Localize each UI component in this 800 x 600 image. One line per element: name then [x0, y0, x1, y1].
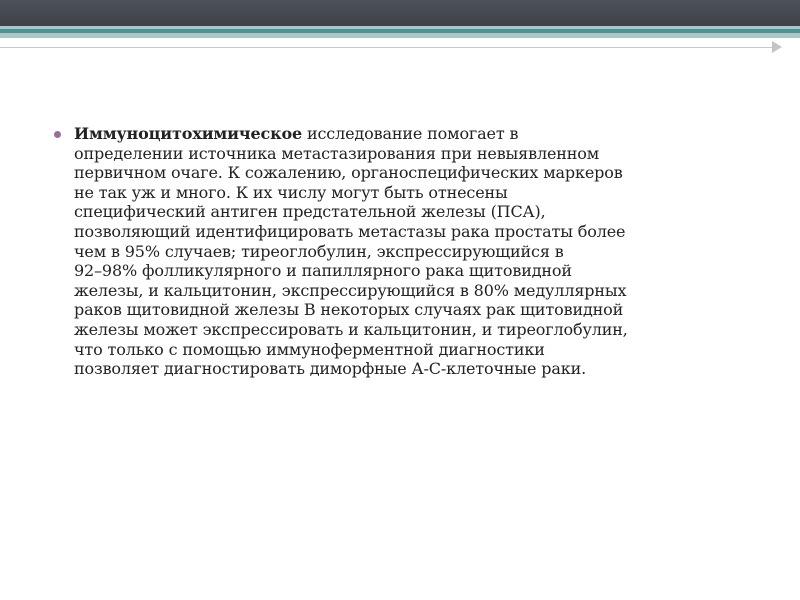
bullet-text	[74, 124, 748, 379]
text-line: специфический антиген предстательной железы (ПСА),	[74, 202, 546, 222]
header-bar	[0, 0, 800, 26]
text-line: определении источника метастазирования при невыявленном	[74, 143, 600, 163]
text-line: что только с помощью иммуноферментной диагностики	[74, 339, 545, 359]
text-line: железы может экспрессировать и кальцитонин, и тиреоглобулин,	[74, 319, 628, 339]
text-line: позволяющий идентифицировать метастазы рака простаты более	[74, 221, 626, 241]
slide-content	[48, 124, 748, 379]
divider-arrow-icon	[772, 41, 782, 53]
bullet-dot-icon	[54, 131, 61, 138]
accent-stripe	[0, 26, 800, 38]
text-line: первичном очаге. К сожалению, органоспецифических маркеров	[74, 163, 623, 183]
text-line: 92–98% фолликулярного и папиллярного рака щитовидной	[74, 261, 572, 281]
text-line: железы, и кальцитонин, экспрессирующийся в 80% медуллярных	[74, 280, 627, 300]
text-line: чем в 95% случаев; тиреоглобулин, экспрессирующийся в	[74, 241, 564, 261]
bullet-item	[48, 124, 748, 379]
text-line: не так уж и много. К их числу могут быть отнесены	[74, 182, 508, 202]
bold-term: Иммуноцитохимическое	[74, 124, 303, 143]
text-line: исследование помогает в	[302, 124, 519, 143]
text-line: позволяет диагностировать диморфные А-С-клеточные раки.	[74, 359, 587, 379]
text-line: раков щитовидной железы В некоторых случаях рак щитовидной	[74, 300, 624, 320]
title-divider	[0, 47, 778, 48]
